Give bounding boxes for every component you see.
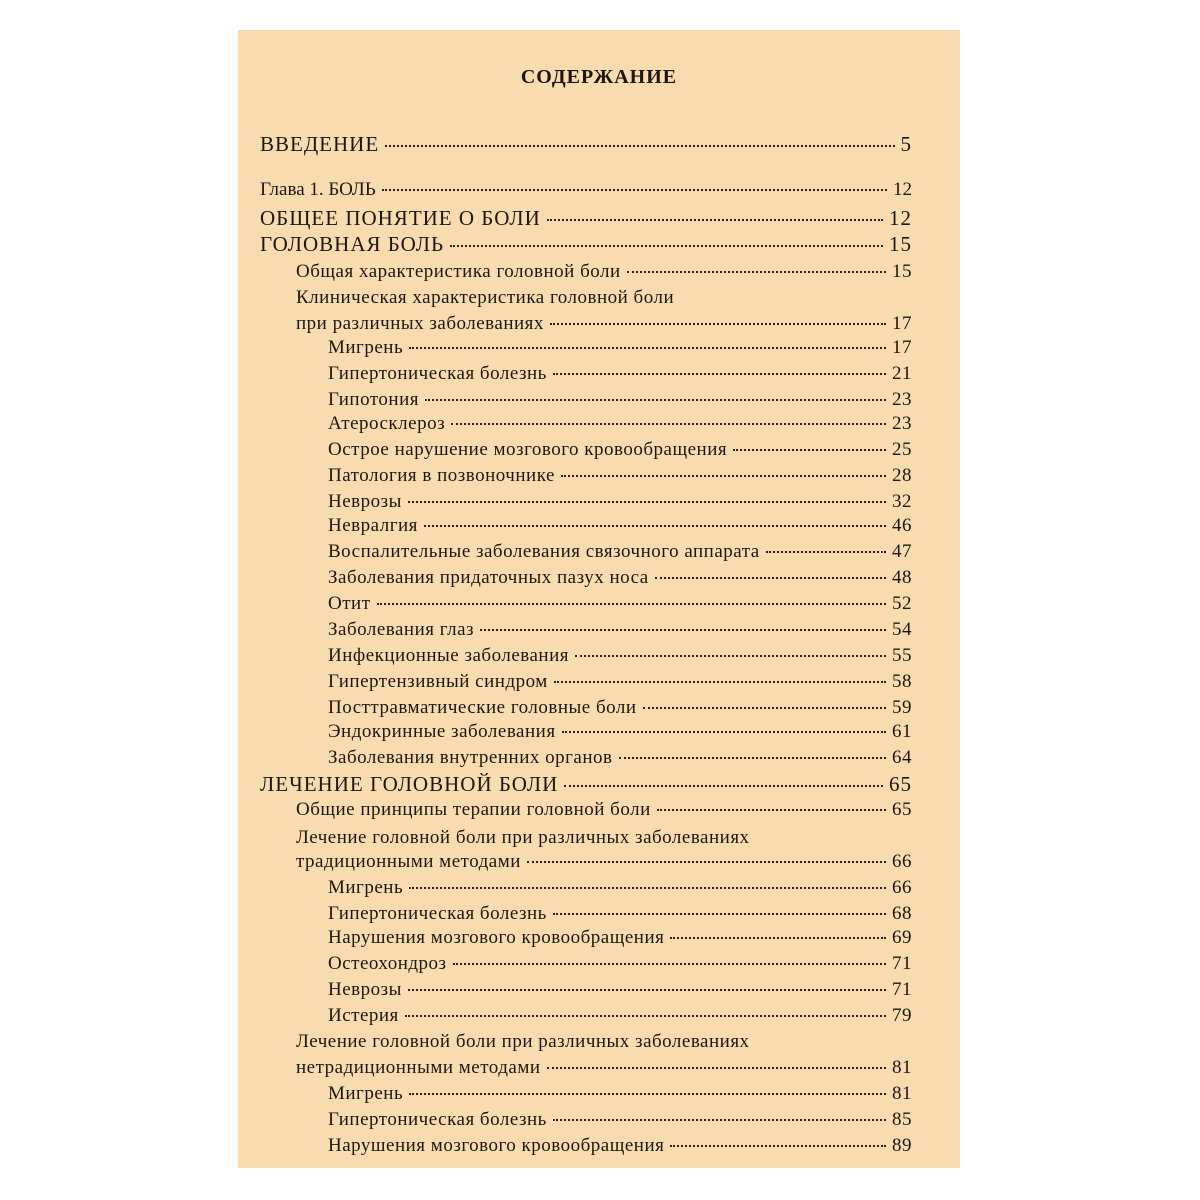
dot-leader xyxy=(527,861,886,863)
toc-page-number: 61 xyxy=(892,721,912,742)
toc-entry-label: Нарушения мозгового кровообращения xyxy=(328,927,665,948)
toc-entry-label: Мигрень xyxy=(328,1083,404,1104)
dot-leader xyxy=(553,913,886,915)
toc-entry[interactable] xyxy=(328,438,912,462)
dot-leader xyxy=(643,707,886,709)
dot-leader xyxy=(575,655,886,657)
dot-leader xyxy=(655,577,886,579)
toc-entry-line: Клиническая характеристика головной боли xyxy=(296,287,675,308)
toc-page-number: 15 xyxy=(892,261,912,282)
toc-page-number: 85 xyxy=(892,1109,912,1130)
toc-entry-label: Мигрень xyxy=(328,877,404,898)
toc-entry[interactable] xyxy=(328,464,912,488)
toc-entry-label: традиционными методами xyxy=(296,851,521,872)
toc-entry[interactable] xyxy=(328,1082,912,1106)
dot-leader xyxy=(480,629,886,631)
toc-page-number: 71 xyxy=(892,979,912,1000)
toc-entry-label: Невралгия xyxy=(328,515,418,536)
toc-entry[interactable] xyxy=(328,1004,912,1028)
toc-entry[interactable] xyxy=(296,312,912,336)
toc-entry[interactable] xyxy=(260,132,912,156)
dot-leader xyxy=(564,785,883,787)
dot-leader xyxy=(424,525,886,527)
toc-page-number: 59 xyxy=(892,697,912,718)
toc-page-number: 47 xyxy=(892,541,912,562)
toc-entry[interactable] xyxy=(328,670,912,694)
dot-leader xyxy=(409,347,886,349)
toc-entry[interactable] xyxy=(328,978,912,1002)
toc-page-number: 81 xyxy=(892,1083,912,1104)
toc-entry-label: Гипертензивный синдром xyxy=(328,671,548,692)
toc-entry-label: ЛЕЧЕНИЕ ГОЛОВНОЙ БОЛИ xyxy=(260,772,559,796)
toc-entry-label: Острое нарушение мозгового кровообращения xyxy=(328,439,728,460)
dot-leader xyxy=(553,373,886,375)
toc-entry-label: Инфекционные заболевания xyxy=(328,645,569,666)
toc-page-number: 81 xyxy=(892,1057,912,1078)
toc-page-number: 52 xyxy=(892,593,912,614)
toc-entry-label: Патология в позвоночнике xyxy=(328,465,555,486)
toc-entry[interactable] xyxy=(328,952,912,976)
dot-leader xyxy=(561,475,886,477)
toc-entry[interactable] xyxy=(296,798,912,822)
dot-leader xyxy=(562,731,886,733)
toc-entry[interactable] xyxy=(328,412,912,436)
dot-leader xyxy=(425,399,886,401)
toc-entry[interactable] xyxy=(260,772,912,796)
dot-leader xyxy=(554,681,886,683)
toc-entry[interactable] xyxy=(296,260,912,284)
dot-leader xyxy=(450,245,883,247)
toc-entry[interactable] xyxy=(328,1108,912,1132)
toc-page-number: 28 xyxy=(892,465,912,486)
toc-page-number: 15 xyxy=(889,232,912,256)
dot-leader xyxy=(405,1015,886,1017)
toc-entry-label: Эндокринные заболевания xyxy=(328,721,556,742)
toc-page-number: 79 xyxy=(892,1005,912,1026)
toc-entry-label: Истерия xyxy=(328,1005,399,1026)
toc-page-number: 65 xyxy=(892,799,912,820)
toc-entry[interactable] xyxy=(328,1134,912,1158)
dot-leader xyxy=(550,323,886,325)
toc-entry-label: Мигрень xyxy=(328,337,404,358)
toc-entry[interactable] xyxy=(260,232,912,256)
toc-entry[interactable] xyxy=(328,388,912,412)
toc-entry[interactable] xyxy=(328,618,912,642)
toc-page-number: 25 xyxy=(892,439,912,460)
toc-page-number: 54 xyxy=(892,619,912,640)
toc-entry-label: Заболевания внутренних органов xyxy=(328,747,613,768)
dot-leader xyxy=(670,937,886,939)
toc-entry[interactable] xyxy=(260,178,912,202)
toc-entry-label: ВВЕДЕНИЕ xyxy=(260,132,380,156)
toc-page-number: 68 xyxy=(892,903,912,924)
toc-page-number: 89 xyxy=(892,1135,912,1156)
dot-leader xyxy=(409,1093,886,1095)
toc-page-number: 12 xyxy=(889,206,912,230)
toc-entry-label: Атеросклероз xyxy=(328,413,446,434)
toc-page-number: 65 xyxy=(889,772,912,796)
toc-entry-label: ОБЩЕЕ ПОНЯТИЕ О БОЛИ xyxy=(260,206,541,230)
toc-entry[interactable] xyxy=(328,876,912,900)
page-title: СОДЕРЖАНИЕ xyxy=(520,66,678,88)
toc-entry[interactable] xyxy=(296,850,912,874)
toc-entry-label: Глава 1. БОЛЬ xyxy=(260,179,376,200)
dot-leader xyxy=(766,551,886,553)
toc-page-number: 64 xyxy=(892,747,912,768)
toc-entry-label: Гипотония xyxy=(328,389,419,410)
dot-leader xyxy=(408,501,886,503)
dot-leader xyxy=(408,989,886,991)
toc-entry-label: при различных заболеваниях xyxy=(296,313,544,334)
dot-leader xyxy=(547,1067,886,1069)
dot-leader xyxy=(657,809,886,811)
toc-entry-label: Общие принципы терапии головной боли xyxy=(296,799,651,820)
toc-entry-label: Неврозы xyxy=(328,979,402,1000)
dot-leader xyxy=(627,271,886,273)
dot-leader xyxy=(670,1145,886,1147)
toc-entry-line: Лечение головной боли при различных заболеваниях xyxy=(296,827,750,848)
toc-page-number: 17 xyxy=(892,337,912,358)
toc-page-number: 46 xyxy=(892,515,912,536)
book-page xyxy=(238,30,960,1168)
toc-page-number: 21 xyxy=(892,363,912,384)
toc-entry[interactable] xyxy=(328,566,912,590)
toc-page-number: 58 xyxy=(892,671,912,692)
toc-entry[interactable] xyxy=(328,696,912,720)
dot-leader xyxy=(385,145,894,147)
toc-entry[interactable] xyxy=(328,926,912,950)
toc-page-number: 12 xyxy=(893,179,912,200)
toc-entry[interactable] xyxy=(296,1056,912,1080)
toc-entry-label: Гипертоническая болезнь xyxy=(328,363,547,384)
toc-entry-label: Общая характеристика головной боли xyxy=(296,261,621,282)
toc-entry-label: Отит xyxy=(328,593,371,614)
toc-page-number: 66 xyxy=(892,877,912,898)
toc-entry[interactable] xyxy=(328,514,912,538)
dot-leader xyxy=(409,887,886,889)
toc-entry-line: Лечение головной боли при различных заболеваниях xyxy=(296,1031,750,1052)
toc-page-number: 69 xyxy=(892,927,912,948)
toc-entry[interactable] xyxy=(328,490,912,514)
toc-entry-label: Гипертоническая болезнь xyxy=(328,1109,547,1130)
toc-page-number: 55 xyxy=(892,645,912,666)
toc-entry[interactable] xyxy=(328,746,912,770)
toc-entry[interactable] xyxy=(328,540,912,564)
dot-leader xyxy=(382,189,887,191)
toc-entry-label: Заболевания придаточных пазух носа xyxy=(328,567,649,588)
toc-page-number: 23 xyxy=(892,413,912,434)
toc-entry[interactable] xyxy=(328,720,912,744)
toc-entry[interactable] xyxy=(328,644,912,668)
dot-leader xyxy=(453,963,886,965)
toc-page-number: 23 xyxy=(892,389,912,410)
toc-entry[interactable] xyxy=(328,336,912,360)
toc-entry-label: Посттравматические головные боли xyxy=(328,697,637,718)
toc-entry[interactable] xyxy=(328,902,912,926)
toc-entry-label: ГОЛОВНАЯ БОЛЬ xyxy=(260,232,445,256)
toc-page-number: 66 xyxy=(892,851,912,872)
toc-entry-label: Остеохондроз xyxy=(328,953,447,974)
dot-leader xyxy=(553,1119,886,1121)
toc-entry-label: Воспалительные заболевания связочного аппарата xyxy=(328,541,760,562)
toc-page-number: 17 xyxy=(892,313,912,334)
toc-entry-label: Гипертоническая болезнь xyxy=(328,903,547,924)
toc-page-number: 48 xyxy=(892,567,912,588)
toc-entry-label: нетрадиционными методами xyxy=(296,1057,541,1078)
dot-leader xyxy=(377,603,887,605)
dot-leader xyxy=(451,423,886,425)
toc-page-number: 32 xyxy=(892,491,912,512)
toc-entry[interactable] xyxy=(260,206,912,230)
dot-leader xyxy=(733,449,886,451)
toc-page-number: 5 xyxy=(900,132,912,156)
dot-leader xyxy=(547,219,883,221)
toc-page-number: 71 xyxy=(892,953,912,974)
toc-entry[interactable] xyxy=(328,362,912,386)
toc-entry-label: Заболевания глаз xyxy=(328,619,475,640)
toc-entry-label: Нарушения мозгового кровообращения xyxy=(328,1135,665,1156)
dot-leader xyxy=(619,757,887,759)
toc-entry-label: Неврозы xyxy=(328,491,402,512)
toc-entry[interactable] xyxy=(328,592,912,616)
